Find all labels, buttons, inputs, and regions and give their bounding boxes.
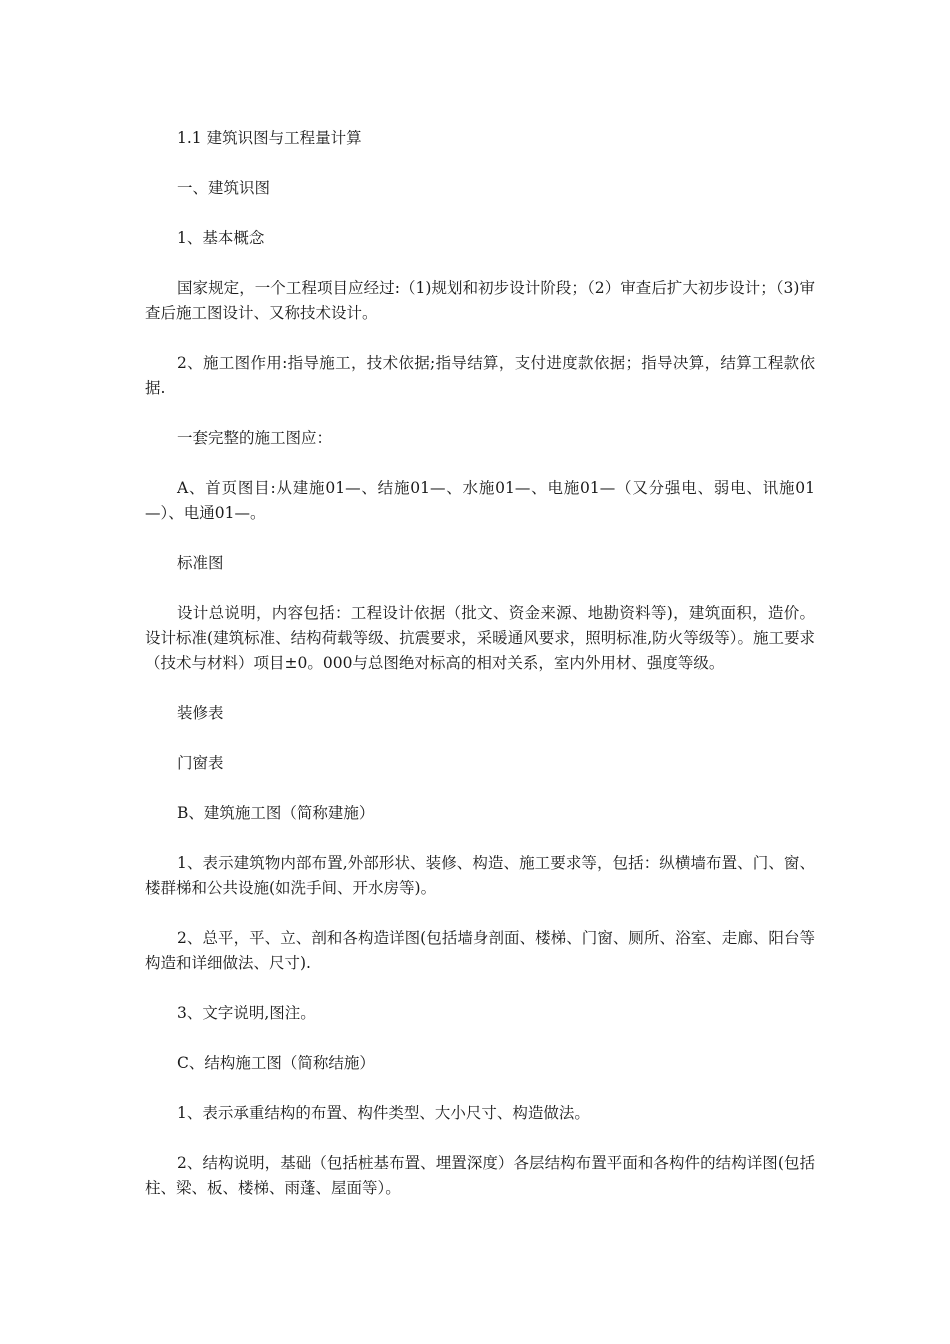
paragraph-c-item-2: 2、结构说明，基础（包括桩基布置、埋置深度）各层结构布置平面和各构件的结构详图(包括柱、梁、板、楼梯、雨蓬、屋面等）。 xyxy=(145,1154,815,1197)
paragraph-national-rules: 国家规定，一个工程项目应经过:（1)规划和初步设计阶段；（2）审查后扩大初步设计；（3)审查后施工图设计、又称技术设计。 xyxy=(145,279,815,322)
paragraph-standard-drawings: 标准图 xyxy=(177,554,224,572)
paragraph-c-structural: C、结构施工图（简称结施） xyxy=(177,1054,375,1072)
chapter-heading: 一、建筑识图 xyxy=(177,179,271,197)
paragraph-b-item-2: 2、总平，平、立、剖和各构造详图(包括墙身剖面、楼梯、门窗、厕所、浴室、走廊、阳台等构造和详细做法、尺寸). xyxy=(145,929,815,972)
paragraph-complete-set: 一套完整的施工图应： xyxy=(177,429,333,447)
paragraph-c-item-1: 1、表示承重结构的布置、构件类型、大小尺寸、构造做法。 xyxy=(177,1104,590,1122)
paragraph-drawing-purpose: 2、施工图作用:指导施工，技术依据;指导结算，支付进度款依据；指导决算，结算工程款依据. xyxy=(145,354,815,397)
document-body xyxy=(145,126,815,1226)
paragraph-finish-schedule: 装修表 xyxy=(177,704,224,722)
paragraph-b-item-3: 3、文字说明,图注。 xyxy=(177,1004,316,1022)
section-heading-1-1: 1.1 建筑识图与工程量计算 xyxy=(177,129,362,147)
paragraph-b-architectural: B、建筑施工图（简称建施） xyxy=(177,804,375,822)
paragraph-a-index: A、首页图目:从建施01—、结施01—、水施01—、电施01—（又分强电、弱电、讯施01—）、电通01—。 xyxy=(145,479,815,522)
paragraph-door-window-schedule: 门窗表 xyxy=(177,754,224,772)
paragraph-b-item-1: 1、表示建筑物内部布置,外部形状、装修、构造、施工要求等，包括：纵横墙布置、门、窗、楼群梯和公共设施(如洗手间、开水房等)。 xyxy=(145,854,815,897)
subsection-heading-basic-concepts: 1、基本概念 xyxy=(177,229,265,247)
paragraph-design-description: 设计总说明，内容包括：工程设计依据（批文、资金来源、地勘资料等)，建筑面积，造价。设计标准(建筑标准、结构荷载等级、抗震要求，采暖通风要求，照明标准,防火等级等）。施工要求（技术与材料）项目±0。000与总图绝对标高的相对关系，室内外用材、强度等级。 xyxy=(145,604,815,672)
